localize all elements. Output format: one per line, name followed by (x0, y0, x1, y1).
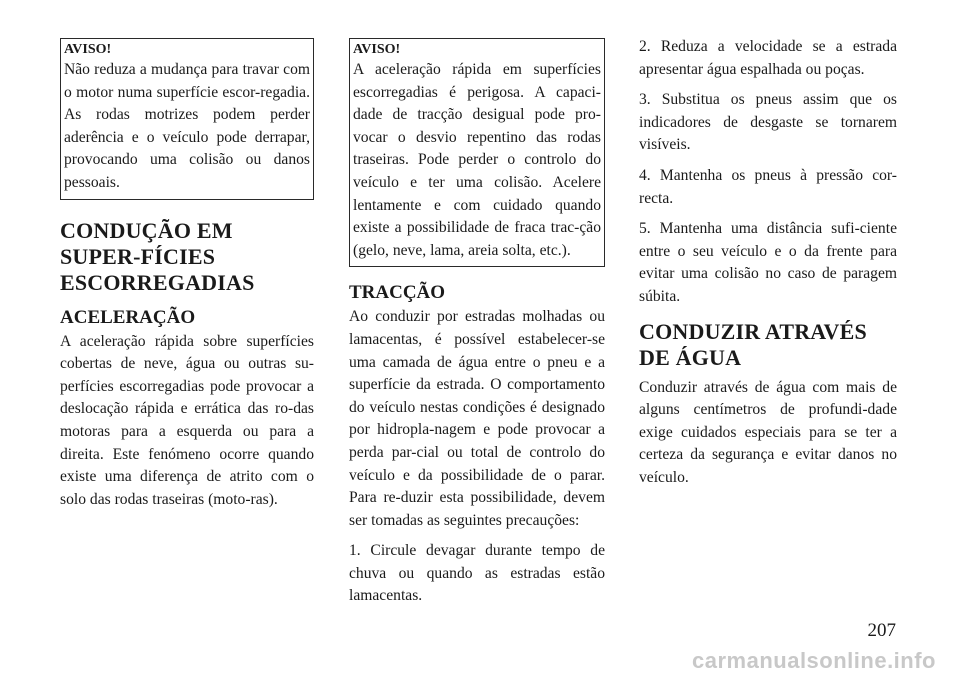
list-item: 3. Substitua os pneus assim que os indicadores de desgaste se tornarem visíveis. (639, 91, 897, 154)
warning-title: AVISO! (353, 42, 401, 57)
column-right (639, 36, 897, 490)
section-heading: CONDUZIR ATRAVÉS DE ÁGUA (639, 318, 867, 370)
warning-box (60, 38, 314, 200)
list-item: 5. Mantenha uma distância sufi-ciente entre o seu veículo e o da frente para evitar uma colisão no caso de paragem súbita. (639, 220, 897, 305)
warning-title: AVISO! (64, 42, 112, 57)
list-item: 1. Circule devagar durante tempo de chuva ou quando as estradas estão lamacentas. (349, 542, 605, 605)
section-heading: CONDUÇÃO EM SUPER-FÍCIES ESCORREGADIAS (60, 217, 255, 295)
column-middle (349, 38, 605, 616)
warning-text: Não reduza a mudança para travar com o motor numa superfície escor-regadia. As rodas motrizes podem perder aderência e o veículo pode derrapar, provocando uma colisão ou danos pessoais. (64, 61, 310, 191)
column-left (60, 38, 314, 511)
list-item: 4. Mantenha os pneus à pressão cor-recta. (639, 166, 897, 207)
subsection-heading: ACELERAÇÃO (60, 306, 196, 328)
body-paragraph: A aceleração rápida sobre superfícies cobertas de neve, água ou outras su-perfícies escorregadias pode provocar a deslocação rápida e errática das ro-das motoras para a esquerda ou para a direita. Este fenómeno ocorre quando existe uma diferença de atrito com o solo das rodas traseiras (moto-ras). (60, 332, 314, 508)
list-item: 2. Reduza a velocidade se a estrada apresentar água espalhada ou poças. (639, 38, 897, 78)
page-number: 207 (867, 620, 896, 641)
warning-box (349, 38, 605, 267)
subsection-heading: TRACÇÃO (349, 282, 446, 304)
warning-text: A aceleração rápida em superfícies escorregadias é perigosa. A capaci-dade de tracção desigual pode pro-vocar o desvio repentino das rodas traseiras. Pode perder o controlo do veículo e ter uma colisão. Acelere lentamente e com cuidado quando existe a possibilidade de fraca trac-ção (gelo, neve, lama, areia solta, etc.). (353, 61, 601, 259)
body-paragraph: Conduzir através de água com mais de alguns centímetros de profundi-dade exige cuidados especiais para se ter a certeza da segurança e evitar danos no veículo. (639, 378, 897, 486)
body-paragraph: Ao conduzir por estradas molhadas ou lamacentas, é possível estabelecer-se uma camada de água entre o pneu e a superfície da estrada. O comportamento do veículo nestas condições é designado por hidropla-nagem e pode provocar a perda par-cial ou total de controlo do veículo e da possibilidade de o parar. Para re-duzir esta possibilidade, devem ser tomadas as seguintes precauções: (349, 308, 605, 529)
watermark: carmanualsonline.info (692, 648, 936, 673)
